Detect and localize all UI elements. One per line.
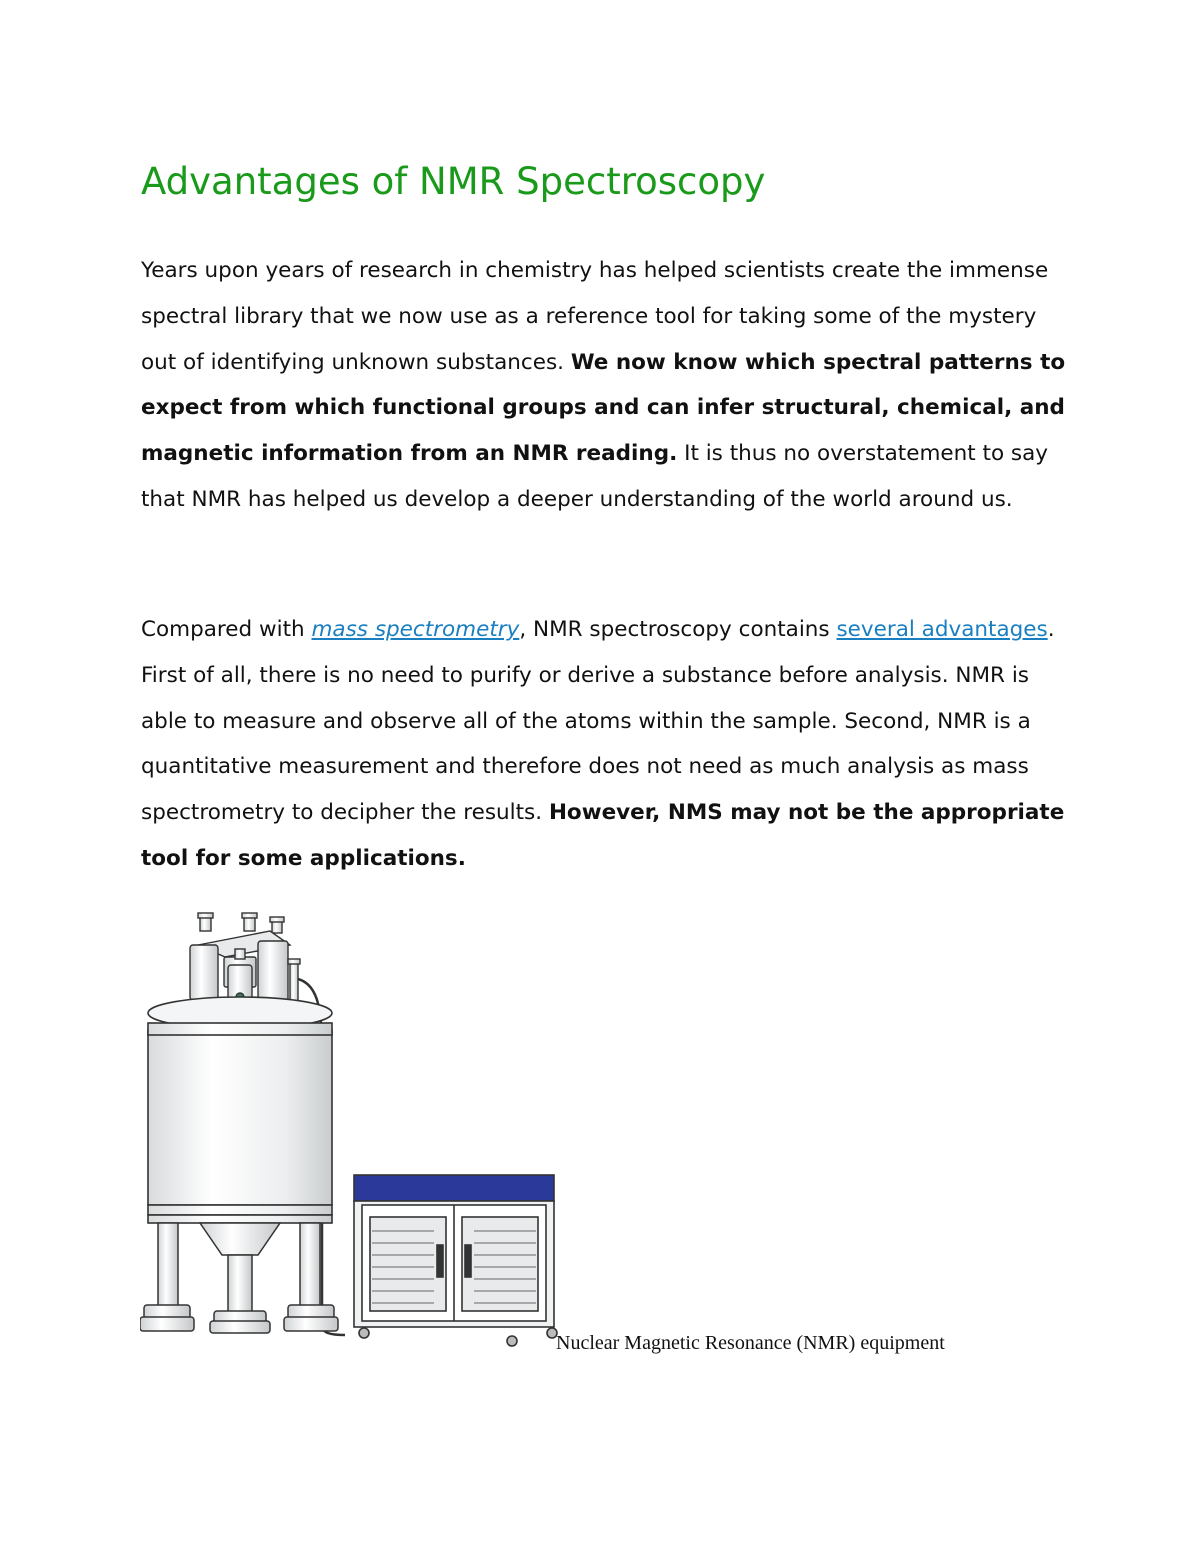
magnet-top-fixtures	[190, 913, 300, 1010]
paragraph-advantages-mid: , NMR spectroscopy contains	[519, 617, 837, 642]
paragraph-advantages-bold: However, NMS may not be the appropriate tool for some applications.	[141, 800, 1065, 871]
paragraph-intro-text: Years upon years of research in chemistry has helped scientists create the immense spectral library that we now use as a reference tool for taking some of the mystery out of identifying unknown substances.	[141, 258, 1049, 375]
console-cabinet	[354, 1175, 557, 1346]
paragraph-intro-text-end: It is thus no overstatement to say that NMR has helped us develop a deeper understanding of the world around us.	[141, 441, 1049, 512]
paragraph-advantages-lead: Compared with	[141, 617, 312, 642]
paragraph-advantages	[141, 607, 1071, 882]
magnet-legs	[140, 1223, 338, 1333]
nmr-equipment-illustration	[140, 905, 560, 1355]
several-advantages-link[interactable]: several advantages	[836, 617, 1048, 642]
magnet-cylinder	[148, 997, 332, 1223]
mass-spectrometry-link[interactable]: mass spectrometry	[311, 617, 520, 642]
paragraph-intro-bold: We now know which spectral patterns to expect from which functional groups and can infer structural, chemical, and magnetic information from an NMR reading.	[141, 349, 1066, 467]
figure-caption: Nuclear Magnetic Resonance (NMR) equipment	[556, 1332, 945, 1354]
page-title: Advantages of NMR Spectroscopy	[141, 160, 766, 203]
paragraph-advantages-body: . First of all, there is no need to purify or derive a substance before analysis. NMR is able to measure and observe all of the atoms within the sample. Second, NMR is a quantitative measurement and therefore does not need as much analysis as mass spectrometry to decipher the results.	[141, 617, 1055, 826]
paragraph-intro	[141, 248, 1071, 523]
